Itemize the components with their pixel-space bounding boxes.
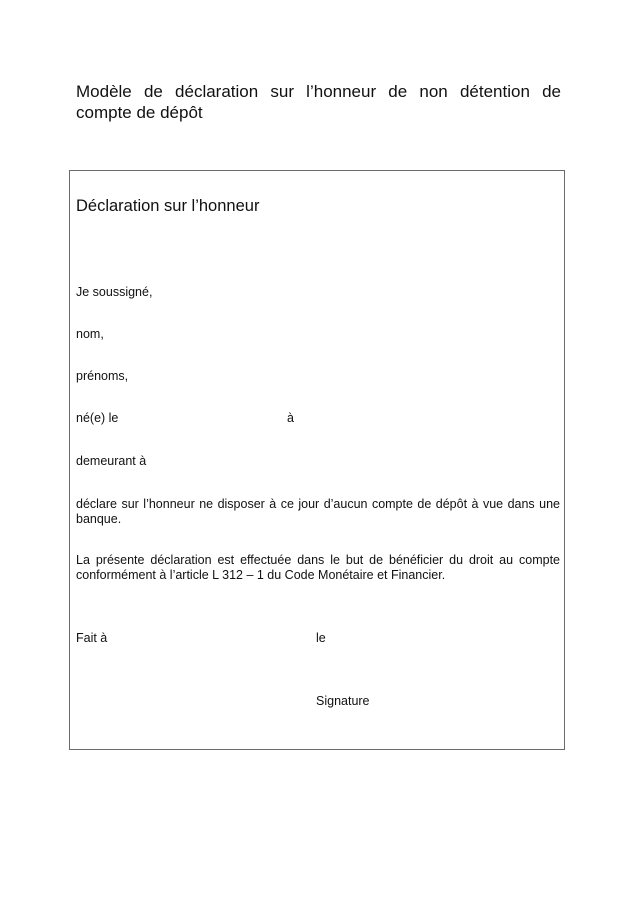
fait-a-label: Fait à: [76, 631, 108, 645]
birth-place-label: à: [287, 411, 294, 425]
date-label: le: [316, 631, 326, 645]
declaration-text: déclare sur l’honneur ne disposer à ce jour d’aucun compte de dépôt à vue dans une banque.: [76, 497, 560, 526]
page-title: Modèle de déclaration sur l’honneur de non détention de compte de dépôt: [76, 82, 561, 122]
address-label: demeurant à: [76, 454, 147, 468]
signature-label: Signature: [316, 694, 370, 708]
birth-date-label: né(e) le: [76, 411, 119, 425]
prenoms-label: prénoms,: [76, 369, 129, 383]
declaration-box: [69, 170, 565, 750]
soussigne-label: Je soussigné,: [76, 285, 153, 299]
nom-label: nom,: [76, 327, 104, 341]
declaration-heading: Déclaration sur l’honneur: [76, 197, 260, 215]
purpose-text: La présente déclaration est effectuée dans le but de bénéficier du droit au compte conformément à l’article L 312 – 1 du Code Monétaire et Financier.: [76, 553, 560, 582]
